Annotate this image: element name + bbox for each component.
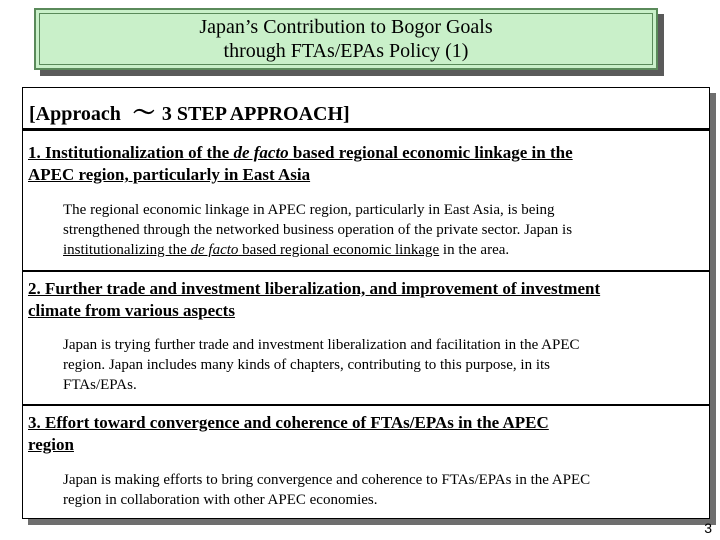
title-inner bbox=[39, 13, 653, 65]
section-2-heading-line-2: climate from various aspects bbox=[28, 301, 235, 320]
section-1-heading bbox=[28, 142, 573, 186]
approach-heading bbox=[29, 102, 350, 126]
title-line-2: through FTAs/EPAs Policy (1) bbox=[223, 40, 469, 62]
section-3-body bbox=[63, 470, 590, 510]
section-2-heading-line-1: 2. Further trade and investment liberalization, and improvement of investment bbox=[28, 279, 601, 298]
section-1-body-italic: de facto bbox=[190, 242, 239, 258]
section-1-body bbox=[63, 200, 572, 260]
section-1-heading-text-a: 1. Institutionalization of the bbox=[28, 143, 234, 162]
approach-divider bbox=[23, 128, 709, 131]
approach-suffix: 3 STEP APPROACH] bbox=[161, 103, 350, 125]
section-2-body-line-1: Japan is trying further trade and investment liberalization and facilitation in the APEC bbox=[63, 337, 580, 353]
section-3-body-line-2: region in collaboration with other APEC economies. bbox=[63, 492, 378, 508]
section-1-divider bbox=[23, 270, 709, 272]
section-1-body-line-3 bbox=[63, 240, 572, 260]
section-1-body-text-c: based regional economic linkage bbox=[238, 242, 440, 258]
page-number: 3 bbox=[704, 520, 712, 536]
section-1-body-line-2: strengthened through the networked business operation of the private sector. Japan is bbox=[63, 222, 573, 238]
section-1-heading-italic: de facto bbox=[233, 143, 289, 162]
section-2-heading bbox=[28, 278, 600, 322]
section-2-body bbox=[63, 335, 580, 395]
section-3-heading-line-2: region bbox=[28, 435, 74, 454]
section-1-heading-text-c: based regional economic linkage in the bbox=[288, 143, 573, 162]
section-1-heading-line-2: APEC region, particularly in East Asia bbox=[28, 165, 311, 184]
section-3-heading bbox=[28, 412, 549, 456]
section-2-body-line-2: region. Japan includes many kinds of chapters, contributing to this purpose, in its bbox=[63, 357, 551, 373]
section-1-body-text-a: institutionalizing the bbox=[63, 242, 191, 258]
content-box bbox=[22, 87, 710, 519]
section-3-body-line-1: Japan is making efforts to bring convergence and coherence to FTAs/EPAs in the APEC bbox=[63, 472, 591, 488]
section-2-divider bbox=[23, 404, 709, 406]
section-1-heading-line-1 bbox=[28, 142, 573, 164]
section-1-body-text-d: in the area. bbox=[439, 242, 510, 258]
section-3-heading-line-1: 3. Effort toward convergence and coherence of FTAs/EPAs in the APEC bbox=[28, 413, 549, 432]
approach-prefix: [Approach bbox=[29, 103, 121, 125]
section-2-body-line-3: FTAs/EPAs. bbox=[63, 377, 137, 393]
section-1-body-line-1: The regional economic linkage in APEC region, particularly in East Asia, is being bbox=[63, 202, 555, 218]
title-box bbox=[34, 8, 658, 70]
approach-tilde: ～ bbox=[132, 101, 155, 126]
title-line-1: Japan’s Contribution to Bogor Goals bbox=[199, 16, 493, 38]
section-1-body-underlined bbox=[63, 242, 439, 258]
